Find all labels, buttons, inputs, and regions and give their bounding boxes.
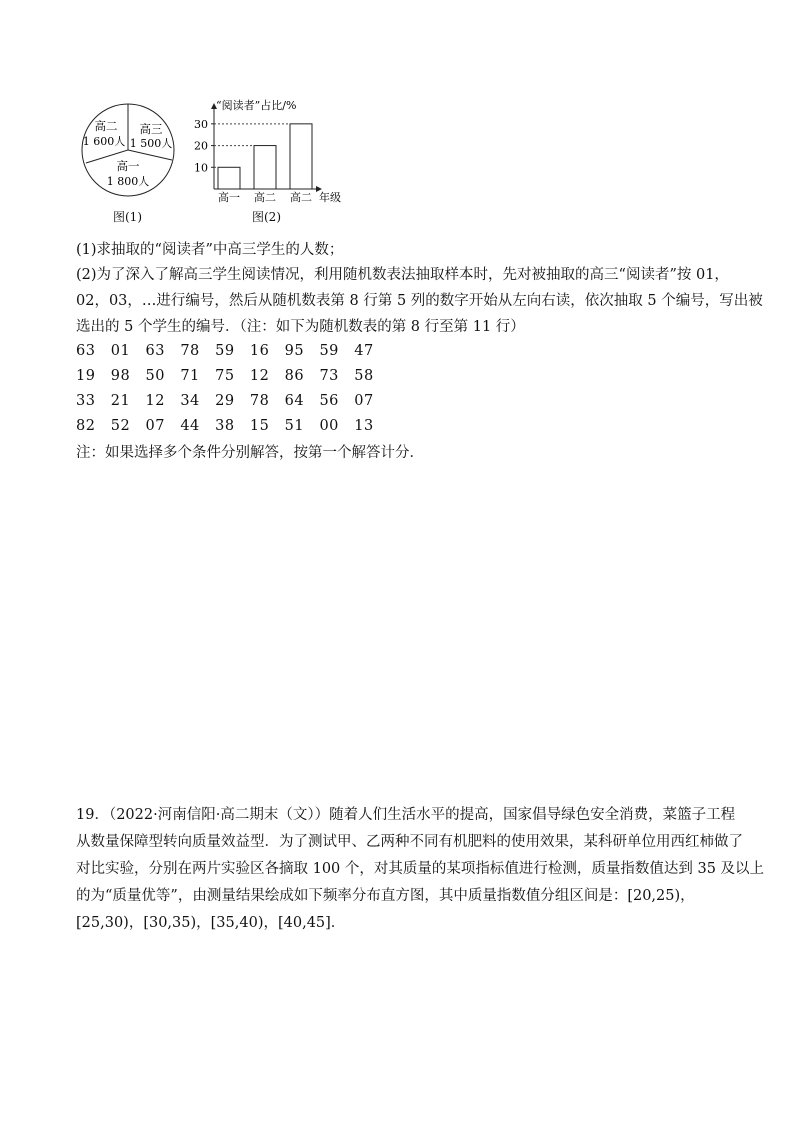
x-axis-label: 年级 <box>319 191 341 204</box>
bar <box>290 124 312 189</box>
slice-label-gaoer: 高二 <box>94 119 118 133</box>
slice-value-gaoer: 1 600人 <box>82 135 126 148</box>
random-table-row-1: 63 01 63 78 59 16 95 59 47 <box>76 343 374 359</box>
random-table-row-2: 19 98 50 71 75 12 86 73 58 <box>76 368 374 384</box>
bar <box>218 167 240 189</box>
slice-label-gaosan: 高三 <box>139 122 163 136</box>
y-axis-label: “阅读者”占比/% <box>216 99 297 112</box>
question-19-line-5: [25,30)，[30,35)，[35,40)，[40,45]． <box>76 915 346 931</box>
slice-value-gaoyi: 1 800人 <box>106 175 150 188</box>
x-tick-label: 高一 <box>218 191 240 204</box>
y-tick-label: 20 <box>194 139 208 153</box>
question-2-line-1: (2)为了深入了解高三学生阅读情况，利用随机数表法抽取样本时，先对被抽取的高三“阅读者”按 01， <box>76 267 729 283</box>
y-tick-label: 30 <box>194 117 208 131</box>
question-1: (1)求抽取的“阅读者”中高三学生的人数； <box>76 242 344 258</box>
bar <box>254 146 276 189</box>
figure-2-caption: 图(2) <box>252 210 281 224</box>
slice-label-gaoyi: 高一 <box>116 159 140 173</box>
question-19-line-4: 的为“质量优等”，由测量结果绘成如下频率分布直方图，其中质量指数值分组区间是：[20,25)， <box>76 888 695 904</box>
figure-1-caption: 图(1) <box>113 210 142 224</box>
question-2-line-2: 02，03，…进行编号，然后从随机数表第 8 行第 5 列的数字开始从左向右读，依次抽取 5 个编号，写出被 <box>76 293 763 309</box>
x-tick-label: 高二 <box>254 191 276 204</box>
note: 注：如果选择多个条件分别解答，按第一个解答计分． <box>76 445 424 461</box>
question-19-line-2: 从数量保障型转向质量效益型．为了测试甲、乙两种不同有机肥料的使用效果，某科研单位用西红柿做了 <box>76 834 743 850</box>
bar-chart <box>180 95 350 205</box>
question-19-line-1: 19．（2022·河南信阳·高二期末（文））随着人们生活水平的提高，国家倡导绿色安全消费，菜篮子工程 <box>76 807 736 823</box>
pie-chart <box>78 100 178 200</box>
random-table-row-4: 82 52 07 44 38 15 51 00 13 <box>76 418 374 434</box>
figure-1 <box>78 100 178 225</box>
question-2-line-3: 选出的 5 个学生的编号．（注：如下为随机数表的第 8 行至第 11 行） <box>76 319 525 335</box>
x-tick-label: 高二 <box>290 191 312 204</box>
slice-value-gaosan: 1 500人 <box>129 137 173 150</box>
random-table-row-3: 33 21 12 34 29 78 64 56 07 <box>76 393 374 409</box>
y-tick-label: 10 <box>194 161 208 175</box>
question-19-line-3: 对比实验，分别在两片实验区各摘取 100 个，对其质量的某项指标值进行检测，质量指数值达到 35 及以上 <box>76 861 765 877</box>
figure-2 <box>180 95 350 225</box>
